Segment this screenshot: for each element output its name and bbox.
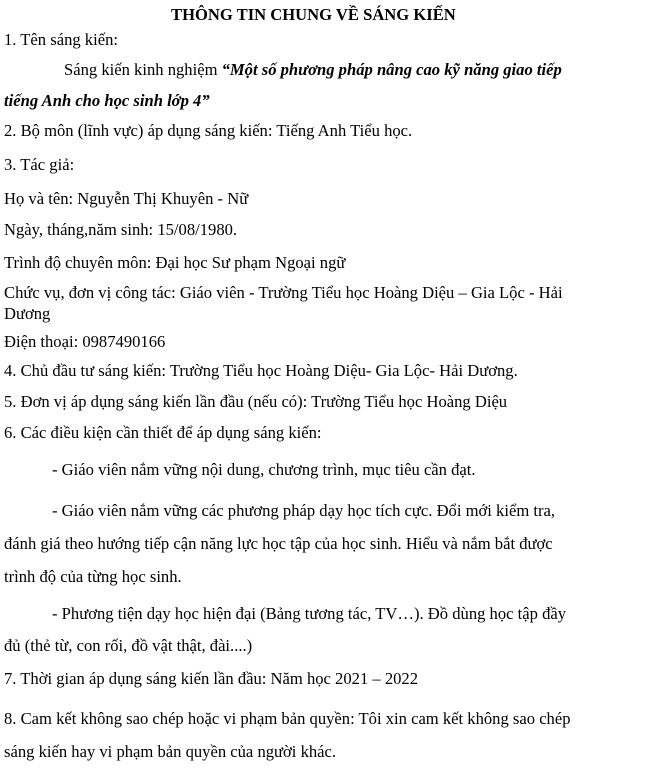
condition-2-line2: đánh giá theo hướng tiếp cận năng lực học tập của học sinh. Hiểu và nắm bắt được [4,534,553,553]
author-phone: Điện thoại: 0987490166 [4,332,166,351]
author-qualification: Trình độ chuyên môn: Đại học Sư phạm Ngoại ngữ [4,253,346,272]
author-name: Họ và tên: Nguyễn Thị Khuyên - Nữ [4,189,249,208]
condition-1: - Giáo viên nắm vững nội dung, chương trình, mục tiêu cần đạt. [52,460,476,479]
item7-first-application: 7. Thời gian áp dụng sáng kiến lần đầu: Năm học 2021 – 2022 [4,669,419,688]
condition-2-line3: trình độ của từng học sinh. [4,567,182,586]
item3-heading: 3. Tác giả: [4,155,75,174]
initiative-name-line1 [64,60,562,80]
item2-subject: 2. Bộ môn (lĩnh vực) áp dụng sáng kiến: Tiếng Anh Tiểu học. [4,121,413,140]
item1-heading: 1. Tên sáng kiến: [4,30,118,49]
initiative-name-line2: tiếng Anh cho học sinh lớp 4” [4,91,210,110]
item5-applying-unit: 5. Đơn vị áp dụng sáng kiến lần đầu (nếu có): Trường Tiểu học Hoàng Diệu [4,392,508,411]
initiative-title: “Một số phương pháp nâng cao kỹ năng giao tiếp [221,60,562,79]
item4-investor: 4. Chủ đầu tư sáng kiến: Trường Tiểu học Hoàng Diệu- Gia Lộc- Hải Dương. [4,361,518,380]
condition-2-line1: - Giáo viên nắm vững các phương pháp dạy học tích cực. Đổi mới kiểm tra, [52,501,556,520]
document-title: THÔNG TIN CHUNG VỀ SÁNG KIẾN [171,5,456,24]
condition-3-line2: đủ (thẻ từ, con rối, đồ vật thật, đài....) [4,636,253,655]
item8-commitment-line2: sáng kiến hay vi phạm bản quyền của người khác. [4,742,337,761]
item8-commitment-line1: 8. Cam kết không sao chép hoặc vi phạm bản quyền: Tôi xin cam kết không sao chép [4,709,571,728]
author-position-line2: Dương [4,304,51,323]
item6-heading: 6. Các điều kiện cần thiết để áp dụng sáng kiến: [4,423,322,442]
author-dob: Ngày, tháng,năm sinh: 15/08/1980. [4,220,238,239]
author-position-line1: Chức vụ, đơn vị công tác: Giáo viên - Trường Tiểu học Hoàng Diệu – Gia Lộc - Hải [4,283,563,302]
condition-3-line1: - Phương tiện dạy học hiện đại (Bảng tương tác, TV…). Đồ dùng học tập đầy [52,604,567,623]
initiative-prefix: Sáng kiến kinh nghiệm [64,60,222,79]
